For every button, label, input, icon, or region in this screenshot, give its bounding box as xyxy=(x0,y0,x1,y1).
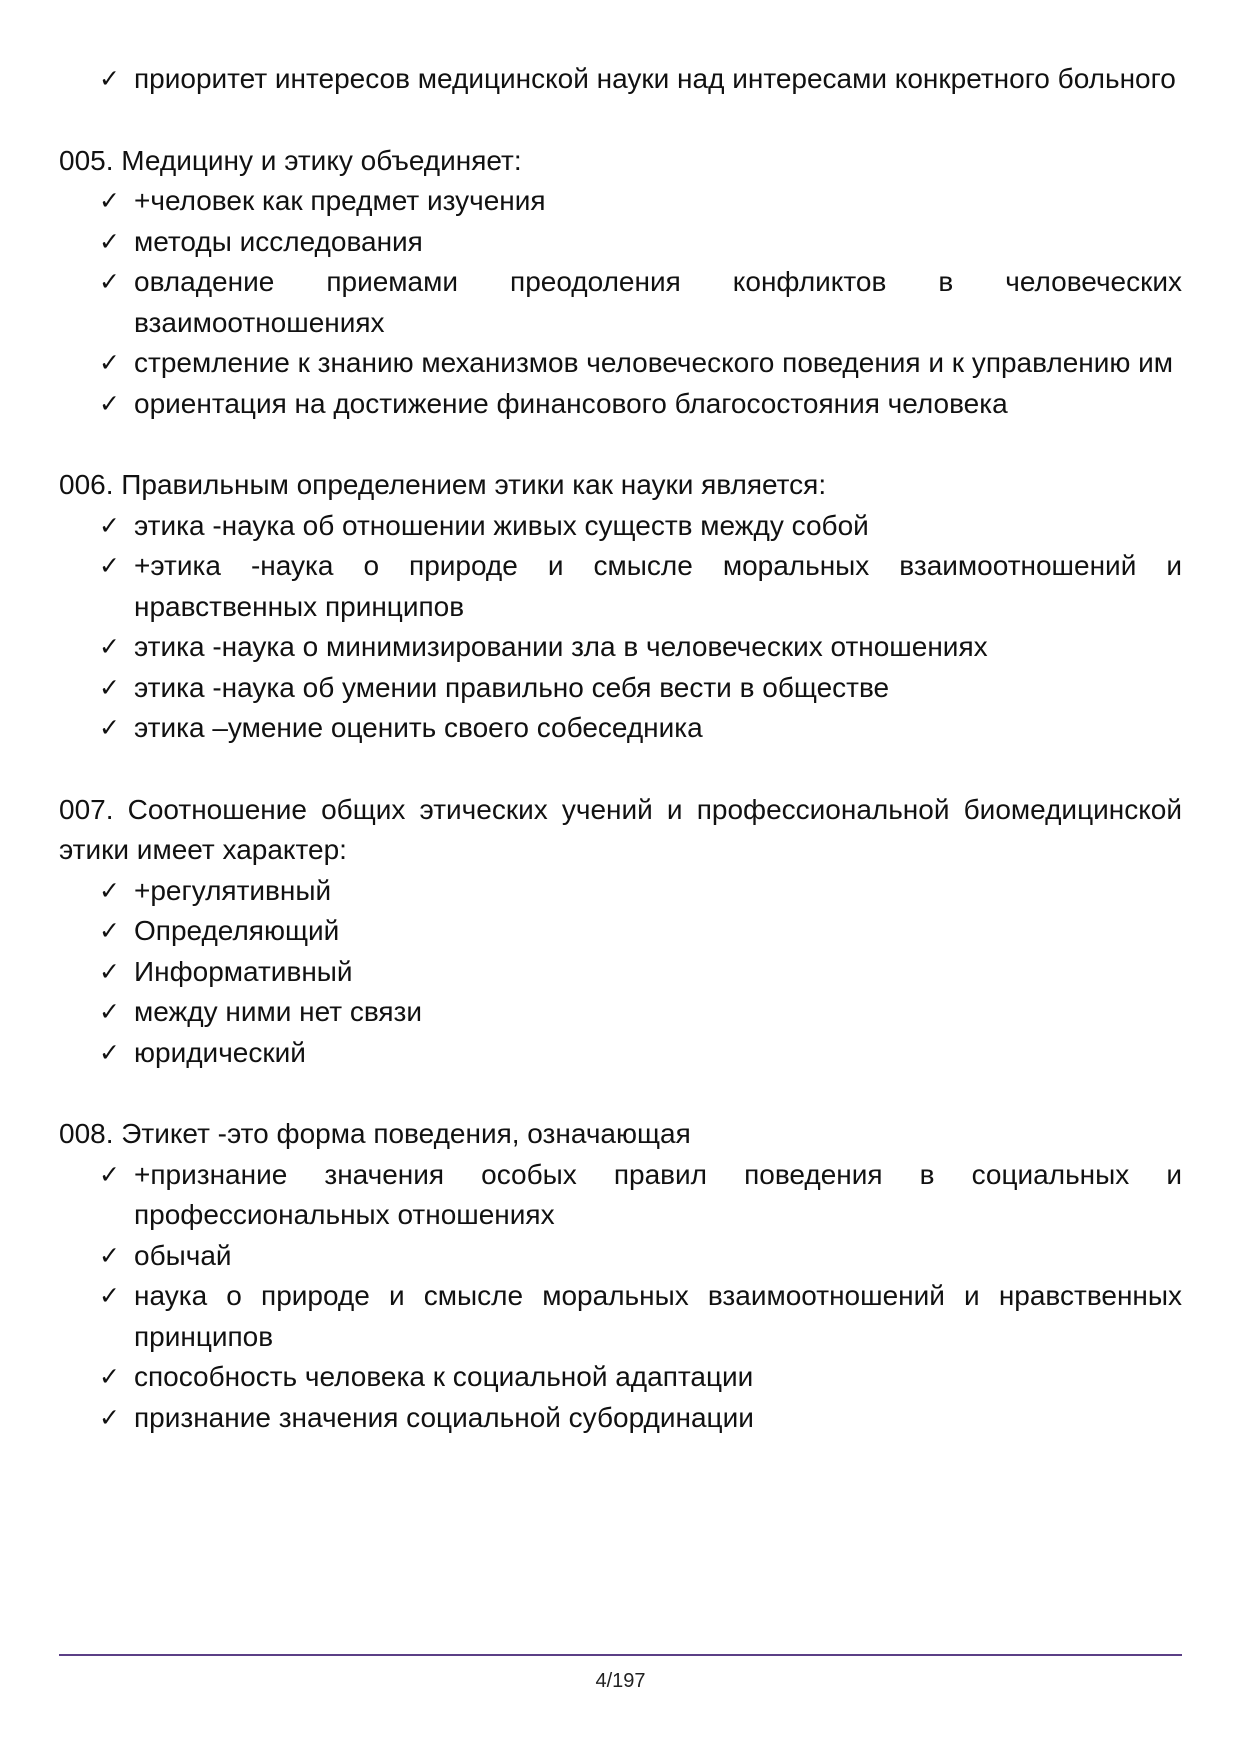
answer-list xyxy=(59,506,1182,749)
answer-item xyxy=(59,1398,1182,1439)
document-page xyxy=(59,59,1182,1479)
answer-item xyxy=(59,384,1182,425)
footer-divider xyxy=(59,1654,1182,1656)
answer-item xyxy=(59,343,1182,384)
answer-text: между ними нет связи xyxy=(134,996,423,1027)
answer-list xyxy=(59,181,1182,424)
answer-item xyxy=(59,1276,1182,1357)
question-006 xyxy=(59,465,1182,749)
answer-item xyxy=(59,262,1182,343)
answer-item xyxy=(59,181,1182,222)
answer-item xyxy=(59,506,1182,547)
answer-text: обычай xyxy=(134,1239,232,1271)
check-icon: ✓ xyxy=(99,956,120,986)
question-008 xyxy=(59,1114,1182,1438)
check-icon: ✓ xyxy=(99,875,120,905)
answer-text: этика -наука о минимизировании зла в человеческих отношениях xyxy=(134,631,988,662)
answer-item xyxy=(59,1155,1182,1236)
answer-item xyxy=(59,911,1182,952)
answer-item xyxy=(59,1236,1182,1277)
page-number: 4/197 xyxy=(595,1670,646,1692)
answer-text: способность человека к социальной адаптации xyxy=(134,1361,754,1392)
check-icon: ✓ xyxy=(99,1281,120,1310)
answer-text: +регулятивный xyxy=(134,874,332,906)
answer-text: Определяющий xyxy=(134,915,340,946)
check-icon: ✓ xyxy=(99,1037,120,1067)
answer-list xyxy=(59,59,1182,100)
check-icon: ✓ xyxy=(99,64,120,93)
answer-text: признание значения социальной субординации xyxy=(134,1401,754,1433)
answer-item xyxy=(59,1357,1182,1398)
check-icon: ✓ xyxy=(99,672,120,702)
answer-text: этика -наука об отношении живых существ между собой xyxy=(134,509,869,541)
answer-text: наука о природе и смысле моральных взаимоотношений и нравственных принципов xyxy=(134,1280,1182,1352)
answer-text: +человек как предмет изучения xyxy=(134,185,546,216)
question-title: 006. Правильным определением этики как науки является: xyxy=(59,469,827,500)
answer-list xyxy=(59,1155,1182,1439)
check-icon: ✓ xyxy=(99,388,120,418)
question-title: 008. Этикет -это форма поведения, означающая xyxy=(59,1118,691,1149)
check-icon: ✓ xyxy=(99,1402,120,1432)
check-icon: ✓ xyxy=(99,1240,120,1270)
answer-item xyxy=(59,627,1182,668)
check-icon: ✓ xyxy=(99,632,120,661)
answer-text: стремление к знанию механизмов человеческого поведения и к управлению им xyxy=(134,347,1174,378)
answer-text: этика –умение оценить своего собеседника xyxy=(134,712,703,743)
question-title: 007. Соотношение общих этических учений и профессиональной биомедицинской этики имеет характер: xyxy=(59,793,1182,865)
check-icon: ✓ xyxy=(99,551,120,580)
question-005 xyxy=(59,141,1182,425)
check-icon: ✓ xyxy=(99,226,120,256)
answer-text: юридический xyxy=(134,1036,306,1068)
answer-item xyxy=(59,546,1182,627)
answer-text: Информативный xyxy=(134,955,353,987)
check-icon: ✓ xyxy=(99,186,120,215)
question-007 xyxy=(59,790,1182,1074)
question-title: 005. Медицину и этику объединяет: xyxy=(59,144,522,176)
check-icon: ✓ xyxy=(99,1362,120,1391)
answer-text: ориентация на достижение финансового благосостояния человека xyxy=(134,387,1008,419)
answer-item xyxy=(59,708,1182,749)
check-icon: ✓ xyxy=(99,916,120,945)
answer-item xyxy=(59,952,1182,993)
answer-item xyxy=(59,992,1182,1033)
answer-item xyxy=(59,668,1182,709)
check-icon: ✓ xyxy=(99,713,120,742)
question-continued xyxy=(59,59,1182,100)
answer-item xyxy=(59,59,1182,100)
check-icon: ✓ xyxy=(99,997,120,1026)
answer-text: +этика -наука о природе и смысле моральных взаимоотношений и нравственных принципов xyxy=(134,550,1182,622)
answer-text: +признание значения особых правил поведения в социальных и профессиональных отношениях xyxy=(134,1158,1182,1230)
answer-text: овладение приемами преодоления конфликтов в человеческих взаимоотношениях xyxy=(134,266,1182,338)
answer-text: методы исследования xyxy=(134,225,423,257)
answer-item xyxy=(59,1033,1182,1074)
check-icon: ✓ xyxy=(99,267,120,296)
answer-text: приоритет интересов медицинской науки над интересами конкретного больного xyxy=(134,63,1176,94)
answer-item xyxy=(59,871,1182,912)
check-icon: ✓ xyxy=(99,510,120,540)
check-icon: ✓ xyxy=(99,1159,120,1189)
answer-item xyxy=(59,222,1182,263)
answer-list xyxy=(59,871,1182,1074)
check-icon: ✓ xyxy=(99,348,120,377)
answer-text: этика -наука об умении правильно себя вести в обществе xyxy=(134,671,890,703)
